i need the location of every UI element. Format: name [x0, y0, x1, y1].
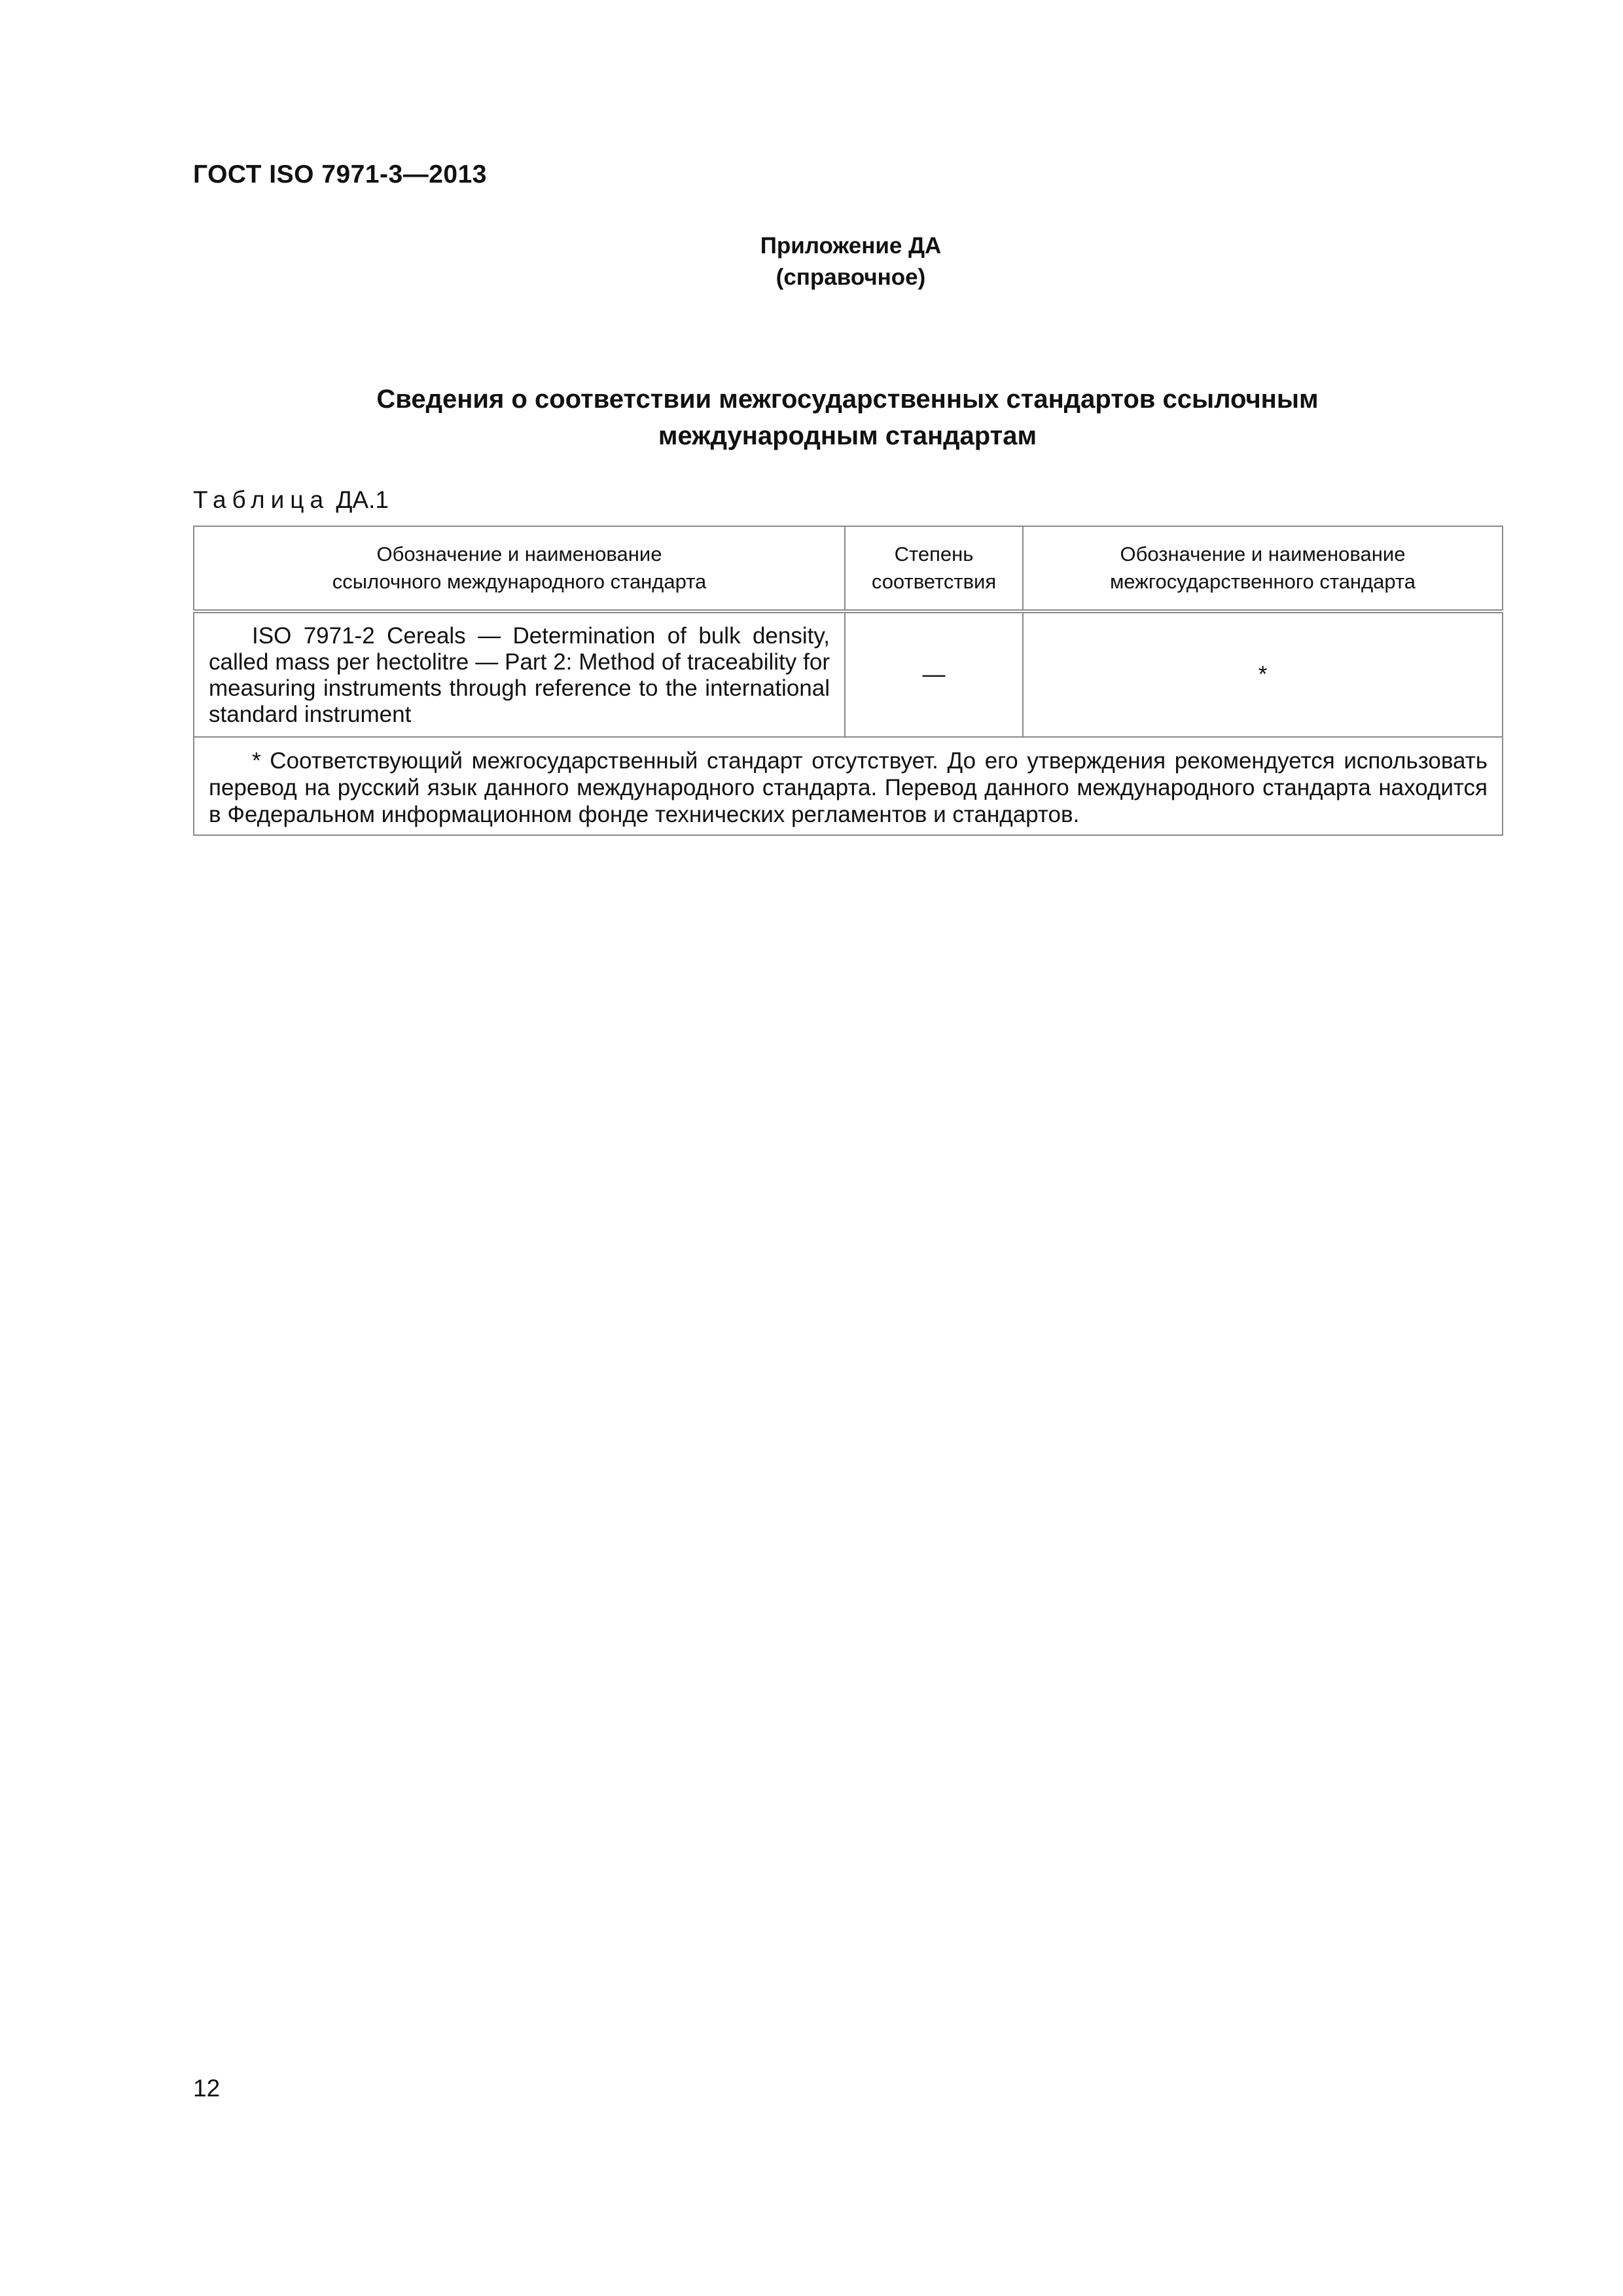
table-caption-number: ДА.1 [336, 486, 389, 513]
table-header-row [194, 526, 1503, 611]
table-footnote-row [194, 737, 1503, 835]
document-code-header: ГОСТ ISO 7971-3—2013 [193, 160, 487, 188]
appendix-title: Приложение ДА [760, 233, 942, 259]
reference-standards-table [193, 526, 1503, 836]
table-caption [193, 486, 389, 514]
page-number: 12 [193, 2075, 221, 2102]
table-footnote: * Соответствующий межгосударственный стандарт отсутствует. До его утверждения рекомендуется использовать перевод на русский язык данного международного стандарта. Перевод данного международного стандарта находится в Федеральном информационном фонде технических регламентов и стандартов. [194, 737, 1503, 835]
document-title [193, 381, 1502, 454]
appendix-heading [654, 230, 1047, 293]
header-compliance-degree: Степень соответствия [845, 526, 1023, 611]
cell-interstate-standard: * [1023, 611, 1503, 737]
document-title-line-2: международным стандартам [658, 422, 1037, 450]
table-caption-word: Таблица [193, 486, 330, 513]
appendix-subtitle: (справочное) [776, 264, 926, 290]
table-row [194, 611, 1503, 737]
cell-international-standard: ISO 7971-2 Cereals — Determination of bulk density, called mass per hectolitre — Part 2: Method of traceability for measuring instruments through reference to the international standard instrument [194, 611, 845, 737]
document-title-line-1: Сведения о соответствии межгосударственных стандартов ссылочным [376, 385, 1319, 414]
cell-compliance-degree: — [845, 611, 1023, 737]
header-interstate-standard: Обозначение и наименование межгосударственного стандарта [1023, 526, 1503, 611]
header-international-standard: Обозначение и наименование ссылочного международного стандарта [194, 526, 845, 611]
